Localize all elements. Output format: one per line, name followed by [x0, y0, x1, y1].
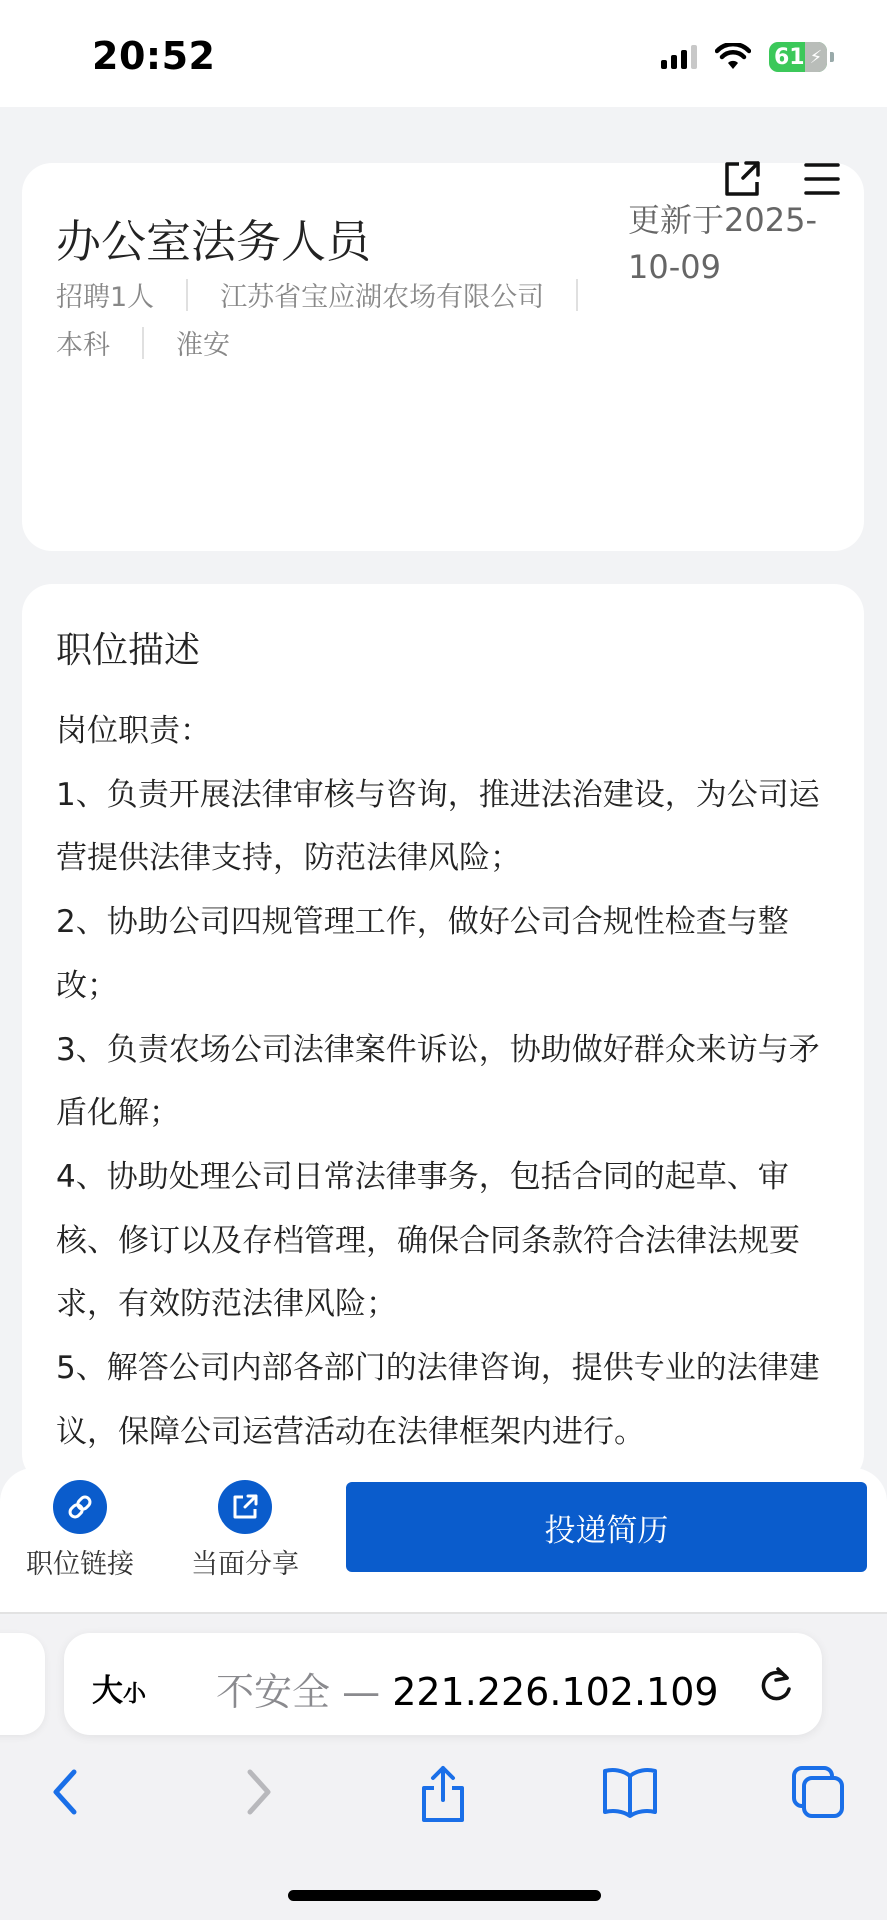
reload-icon[interactable] [756, 1663, 796, 1705]
text-size-button[interactable]: 大小 [92, 1673, 146, 1709]
job-header-card [22, 163, 864, 551]
battery-level: 61 [774, 44, 805, 70]
job-description-card [22, 584, 864, 1484]
description-body [56, 700, 846, 1464]
forward-icon[interactable] [240, 1764, 276, 1820]
description-line: 2、协助公司四规管理工作，做好公司合规性检查与整改； [56, 904, 789, 1004]
location: 淮安 [176, 330, 230, 361]
job-title: 办公室法务人员 [56, 215, 372, 268]
share-in-person-label: 当面分享 [191, 1549, 299, 1580]
company-name: 江苏省宝应湖农场有限公司 [220, 282, 545, 313]
previous-tab-preview[interactable] [0, 1633, 45, 1735]
link-icon [53, 1480, 107, 1534]
header-actions [722, 159, 842, 199]
action-bar [0, 1468, 887, 1614]
job-meta-row-1 [56, 275, 610, 314]
description-line: 3、负责农场公司法律案件诉讼，协助做好群众来访与矛盾化解； [56, 1031, 820, 1132]
bookmarks-icon[interactable] [601, 1764, 659, 1820]
url-separator: — [342, 1670, 381, 1714]
job-link-label: 职位链接 [26, 1549, 134, 1580]
url-host: 221.226.102.109 [392, 1670, 719, 1714]
divider [186, 279, 188, 311]
clock: 20:52 [92, 34, 216, 78]
description-line: 1、负责开展法律审核与咨询，推进法治建设，为公司运营提供法律支持，防范法律风险； [56, 776, 820, 877]
description-line: 4、协助处理公司日常法律事务，包括合同的起草、审核、修订以及存档管理，确保合同条款符合法律法规要求，有效防范法律风险； [56, 1158, 800, 1323]
update-date: 更新于2025-10-09 [628, 201, 817, 286]
menu-icon[interactable] [802, 159, 842, 199]
browser-chrome [0, 1616, 887, 1920]
back-icon[interactable] [48, 1764, 84, 1820]
share-external-icon[interactable] [722, 159, 762, 199]
tabs-icon[interactable] [790, 1764, 846, 1820]
apply-resume-button[interactable]: 投递简历 [346, 1482, 867, 1572]
divider [142, 327, 144, 359]
share-icon [218, 1480, 272, 1534]
address-bar[interactable] [64, 1633, 822, 1735]
job-link-button[interactable] [26, 1480, 134, 1581]
cellular-signal-icon [661, 45, 697, 69]
share-in-person-button[interactable] [191, 1480, 299, 1581]
job-meta-row-2 [56, 323, 230, 362]
status-bar [0, 0, 887, 107]
description-heading: 职位描述 [56, 630, 201, 671]
battery-icon: 61 ⚡ [769, 42, 827, 72]
description-line: 岗位职责： [56, 713, 211, 749]
home-indicator [288, 1890, 601, 1901]
description-line: 5、解答公司内部各部门的法律咨询，提供专业的法律建议，保障公司运营活动在法律框架内进行。 [56, 1350, 820, 1450]
insecure-label: 不安全 [216, 1670, 331, 1714]
url-text[interactable] [216, 1661, 719, 1716]
headcount: 招聘1人 [56, 282, 155, 313]
divider [576, 279, 578, 311]
share-sheet-icon[interactable] [418, 1764, 468, 1824]
browser-toolbar [0, 1764, 887, 1844]
education: 本科 [56, 330, 110, 361]
wifi-icon [715, 43, 751, 71]
status-icons [661, 42, 827, 72]
